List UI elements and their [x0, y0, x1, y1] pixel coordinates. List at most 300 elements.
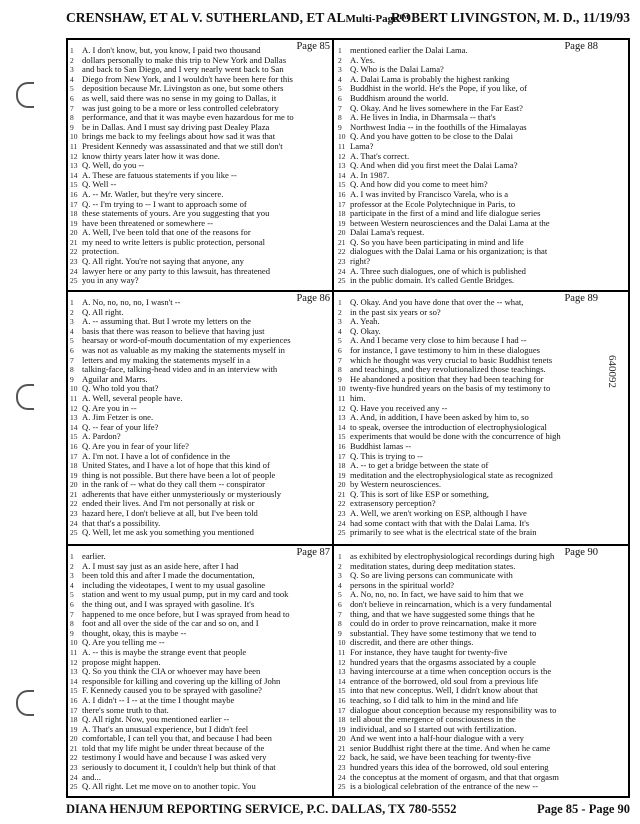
transcript-line [338, 763, 600, 773]
transcript-line [70, 84, 332, 94]
transcript-line [338, 686, 600, 696]
transcript-line [70, 423, 332, 433]
page-range: Page 85 - Page 90 [536, 802, 630, 816]
transcript-page [336, 40, 602, 293]
margin-handwritten-number: 640092 [606, 355, 618, 388]
line-number: 8 [338, 619, 342, 629]
line-text: station and went to my usual pump, put in my card and took [82, 590, 289, 600]
line-text: ended their lives. And I'm not personally at risk or [82, 499, 255, 509]
transcript-line [338, 104, 600, 114]
transcript-page [68, 546, 334, 799]
line-text: Q. This is sort of like ESP or something, [350, 489, 489, 499]
line-text: F. Kennedy caused you to be sprayed with gasoline? [82, 686, 262, 696]
line-number: 19 [70, 724, 78, 734]
line-text: Q. Okay. [350, 326, 381, 336]
transcript-line [70, 327, 332, 337]
transcript-line [338, 461, 600, 471]
transcript-line [70, 113, 332, 123]
transcript-line [70, 471, 332, 481]
line-number: 24 [338, 772, 346, 782]
transcript-line [70, 581, 332, 591]
transcript-line [338, 267, 600, 277]
line-text: A. In 1987. [350, 170, 390, 180]
line-text: Northwest India -- in the foothills of the Himalayas [350, 122, 527, 132]
line-number: 21 [338, 237, 346, 247]
line-text: had some contact with that with the Dalai Lama. It's [350, 518, 530, 528]
line-text: A. I was invited by Francisco Varela, who is a [350, 189, 509, 199]
line-number: 21 [70, 489, 78, 499]
line-text: individual, and so I started out with fertilization. [350, 724, 517, 734]
line-list [70, 552, 332, 792]
line-text: twenty-five hundred years on the basis of my testimony to [350, 384, 551, 394]
transcript-line [70, 619, 332, 629]
line-text: meditation states, during deep meditation states. [350, 561, 516, 571]
transcript-line [70, 104, 332, 114]
transcript-line [70, 228, 332, 238]
line-text: substantial. They have some testimony that we tend to [350, 628, 537, 638]
line-number: 12 [70, 657, 78, 667]
transcript-line [338, 509, 600, 519]
transcript-line [338, 619, 600, 629]
transcript-line [70, 442, 332, 452]
line-text: don't believe in reincarnation, which is a very fundamental [350, 599, 552, 609]
line-number: 21 [70, 743, 78, 753]
line-number: 2 [70, 55, 74, 65]
transcript-line [70, 638, 332, 648]
line-text: A. Yeah. [350, 317, 380, 327]
transcript-line [338, 562, 600, 572]
transcript-line [70, 413, 332, 423]
line-number: 7 [338, 609, 342, 619]
line-number: 11 [70, 141, 78, 151]
line-text: Q. All right. You're not saying that anyone, any [82, 257, 244, 267]
transcript-line [70, 171, 332, 181]
line-number: 6 [338, 345, 342, 355]
transcript-line [70, 773, 332, 783]
line-number: 7 [338, 103, 342, 113]
transcript-line [70, 452, 332, 462]
line-text: A. Dalai Lama is probably the highest ranking [350, 74, 510, 84]
line-text: been told this and after I made the documentation, [82, 571, 255, 581]
transcript-line [338, 394, 600, 404]
transcript-line [338, 247, 600, 257]
line-text: meditation and the electrophysiological state as recognized [350, 470, 553, 480]
line-number: 19 [338, 470, 346, 480]
line-number: 10 [338, 132, 346, 142]
line-text: President Kennedy was assassinated and that we still don't [82, 141, 283, 151]
line-number: 1 [338, 552, 342, 561]
transcript-line [338, 590, 600, 600]
transcript-line [70, 219, 332, 229]
line-text: dialogues with the Dalai Lama or his organization; is that [350, 247, 548, 257]
line-number: 17 [70, 451, 78, 461]
transcript-line [338, 384, 600, 394]
line-text: as exhibited by electrophysiological recordings during high [350, 552, 555, 561]
line-number: 17 [70, 199, 78, 209]
line-text: A. I'm not. I have a lot of confidence in the [82, 451, 231, 461]
transcript-line [70, 123, 332, 133]
transcript-line [338, 123, 600, 133]
line-text: Buddhist in the world. He's the Pope, if you like, of [350, 84, 527, 94]
line-number: 11 [338, 141, 346, 151]
page-header [66, 6, 630, 32]
line-text: Lama? [350, 141, 374, 151]
line-text: Q. All right. Let me move on to another topic. You [82, 782, 256, 792]
line-number: 19 [338, 218, 346, 228]
line-text: deposition because Mr. Livingston as one, but some others [82, 84, 284, 94]
line-list [70, 46, 332, 286]
line-text: A. -- assuming that. But I wrote my letters on the [82, 317, 251, 327]
line-list [338, 46, 600, 286]
line-text: adherents that have either unmysteriously or mysteriously [82, 489, 282, 499]
line-number: 1 [70, 298, 74, 307]
line-number: 18 [70, 461, 78, 471]
line-number: 16 [338, 189, 346, 199]
line-text: by Western neurosciences. [350, 480, 442, 490]
line-number: 5 [70, 336, 74, 346]
line-number: 8 [70, 365, 74, 375]
line-text: these statements of yours. Are you suggesting that you [82, 209, 270, 219]
transcript-line [338, 56, 600, 66]
line-number: 8 [338, 365, 342, 375]
line-number: 20 [338, 734, 346, 744]
line-text: testimony I would have and because I was asked very [82, 753, 267, 763]
line-text: experiments that would be done with the concurrence of high [350, 432, 561, 442]
line-number: 5 [338, 336, 342, 346]
line-text: discredit, and there are other things. [350, 638, 474, 648]
line-text: was not as valuable as my making the statements myself in [82, 345, 285, 355]
transcript-line [338, 706, 600, 716]
transcript-line [338, 480, 600, 490]
line-number: 3 [338, 317, 342, 327]
transcript-line [70, 46, 332, 56]
line-number: 2 [70, 307, 74, 317]
line-text: A. I don't know, but, you know, I paid two thousand [82, 46, 261, 55]
line-text: A. I didn't -- I -- at the time I thought maybe [82, 695, 235, 705]
transcript-line [338, 658, 600, 668]
line-number: 25 [338, 528, 346, 538]
line-number: 12 [338, 657, 346, 667]
transcript-line [338, 132, 600, 142]
transcript-line [338, 317, 600, 327]
line-number: 6 [70, 345, 74, 355]
line-number: 17 [338, 705, 346, 715]
transcript-line [338, 94, 600, 104]
reporter-name: DIANA HENJUM REPORTING SERVICE, P.C. DALLAS, TX 780-5552 [66, 802, 457, 816]
line-text: Diego from New York, and I wouldn't have been here for this [82, 74, 293, 84]
line-text: thing, and that we have suggested some things that he [350, 609, 535, 619]
transcript-line [338, 84, 600, 94]
line-text: A. I must say just as an aside here, after I had [82, 561, 239, 571]
page-number: Page 85 [296, 41, 330, 52]
page-number: Page 89 [564, 293, 598, 304]
line-number: 22 [338, 499, 346, 509]
line-number: 21 [338, 489, 346, 499]
line-number: 18 [70, 715, 78, 725]
line-number: 19 [338, 724, 346, 734]
line-text: Q. Okay. And you have done that over the -- what, [350, 298, 524, 307]
line-text: which he thought was very crucial to basic Buddhist tenets [350, 355, 553, 365]
line-text: participate in the first of a mind and life dialogue series [350, 209, 541, 219]
transcript-line [70, 490, 332, 500]
line-number: 23 [70, 763, 78, 773]
line-number: 14 [338, 676, 346, 686]
line-number: 24 [338, 518, 346, 528]
line-text: Q. Have you received any -- [350, 403, 448, 413]
line-number: 21 [70, 237, 78, 247]
line-text: entrance of the borrowed, old soul from a previous life [350, 676, 539, 686]
line-number: 16 [338, 695, 346, 705]
transcript-line [70, 686, 332, 696]
line-number: 22 [338, 753, 346, 763]
line-text: extrasensory perception? [350, 499, 436, 509]
transcript-line [70, 763, 332, 773]
transcript-line [338, 238, 600, 248]
line-number: 2 [338, 307, 342, 317]
transcript-line [338, 228, 600, 238]
line-number: 21 [338, 743, 346, 753]
transcript-line [70, 610, 332, 620]
line-text: Q. Are you telling me -- [82, 638, 165, 648]
line-number: 20 [338, 480, 346, 490]
transcript-line [338, 490, 600, 500]
transcript-line [338, 581, 600, 591]
line-number: 9 [70, 374, 74, 384]
transcript-line [70, 180, 332, 190]
line-number: 15 [338, 432, 346, 442]
line-text: the conceptus at the moment of orgasm, and that that orgasm [350, 772, 559, 782]
line-number: 3 [70, 317, 74, 327]
line-number: 3 [338, 571, 342, 581]
transcript-line [70, 432, 332, 442]
line-number: 18 [70, 209, 78, 219]
line-number: 13 [338, 161, 346, 171]
line-text: there's some truth to that. [82, 705, 169, 715]
line-text: Q. Are you in -- [82, 403, 137, 413]
line-number: 14 [338, 422, 346, 432]
line-list [338, 552, 600, 792]
transcript-line [338, 471, 600, 481]
line-text: told that my life might be under threat because of the [82, 743, 265, 753]
transcript-line [338, 715, 600, 725]
line-text: and teachings, and they revolutionalized those teachings. [350, 365, 546, 375]
transcript-line [70, 562, 332, 572]
line-text: happened to me once before, but I was sprayed from head to [82, 609, 290, 619]
transcript-line [70, 744, 332, 754]
line-text: A. Well, several people have. [82, 393, 183, 403]
line-number: 13 [70, 161, 78, 171]
line-number: 6 [70, 93, 74, 103]
line-text: for instance, I gave testimony to him in these dialogues [350, 345, 540, 355]
line-text: responsible for killing and covering up the killing of John [82, 676, 281, 686]
line-number: 16 [338, 441, 346, 451]
line-text: Q. And how did you come to meet him? [350, 180, 488, 190]
transcript-line [70, 571, 332, 581]
line-text: thought, okay, this is maybe -- [82, 628, 187, 638]
line-text: into that new conceptus. Well, I didn't know about that [350, 686, 538, 696]
line-text: hundred years this idea of the borrowed, old soul entering [350, 763, 549, 773]
line-text: A. And I became very close to him because I had -- [350, 336, 527, 346]
line-text: A. That's correct. [350, 151, 410, 161]
transcript-line [70, 706, 332, 716]
line-text: comfortable, I can tell you that, and because I had been [82, 734, 272, 744]
line-number: 20 [70, 734, 78, 744]
transcript-line [70, 238, 332, 248]
line-number: 7 [338, 355, 342, 365]
line-number: 16 [70, 695, 78, 705]
line-text: in the public domain. It's called Gentle Bridges. [350, 276, 515, 286]
line-text: thing is not possible. But there have been a lot of people [82, 470, 276, 480]
line-text: Dalai Lama's request. [350, 228, 425, 238]
line-text: Q. Well, let me ask you something you mentioned [82, 528, 254, 538]
transcript-line [338, 152, 600, 162]
line-text: tell about the emergence of consciousness in the [350, 715, 516, 725]
line-number: 15 [338, 686, 346, 696]
line-text: Q. -- I'm trying to -- I want to approach some of [82, 199, 247, 209]
transcript-line [70, 658, 332, 668]
line-number: 18 [338, 209, 346, 219]
line-number: 6 [70, 599, 74, 609]
multipage-mark: Multi-Page™ [345, 13, 410, 25]
line-number: 20 [70, 480, 78, 490]
line-text: And we went into a half-hour dialogue with a very [350, 734, 524, 744]
transcript-line [70, 200, 332, 210]
transcript-line [70, 394, 332, 404]
line-list [338, 298, 600, 538]
page-footer [66, 800, 630, 820]
line-number: 4 [70, 326, 74, 336]
line-number: 18 [338, 715, 346, 725]
line-text: dialogue about conception because my responsibility was to [350, 705, 557, 715]
line-number: 15 [70, 180, 78, 190]
transcript-line [70, 648, 332, 658]
line-text: Q. Okay. And he lives somewhere in the Far East? [350, 103, 523, 113]
transcript-line [70, 734, 332, 744]
line-text: talking-face, talking-head video and in an interview with [82, 365, 278, 375]
transcript-line [70, 75, 332, 85]
case-title-text: CRENSHAW, ET AL V. SUTHERLAND, ET AL [66, 10, 346, 25]
line-text: propose might happen. [82, 657, 161, 667]
line-number: 14 [70, 170, 78, 180]
transcript-line [70, 209, 332, 219]
line-number: 16 [70, 189, 78, 199]
transcript-line [338, 600, 600, 610]
line-text: United States, and I have a lot of hope that this kind of [82, 461, 270, 471]
line-text: A. That's an unusual experience, but I didn't feel [82, 724, 249, 734]
transcript-line [70, 600, 332, 610]
transcript-line [70, 404, 332, 414]
transcript-line [338, 629, 600, 639]
line-number: 25 [70, 782, 78, 792]
transcript-line [70, 384, 332, 394]
transcript-line [70, 161, 332, 171]
line-number: 7 [70, 609, 74, 619]
line-number: 7 [70, 355, 74, 365]
transcript-line [70, 317, 332, 327]
transcript-line [338, 404, 600, 414]
line-text: lawyer here or any party to this lawsuit, has threatened [82, 266, 271, 276]
line-text: having intercourse at a time when conception occurs is the [350, 667, 552, 677]
line-text: foot and all over the side of the car and so on, and I [82, 619, 259, 629]
transcript-line [338, 696, 600, 706]
transcript-line [338, 432, 600, 442]
line-number: 4 [338, 326, 342, 336]
line-text: Q. Who told you that? [82, 384, 159, 394]
binder-hole-bottom [16, 690, 34, 716]
transcript-line [338, 423, 600, 433]
line-number: 2 [70, 561, 74, 571]
transcript-line [338, 413, 600, 423]
line-number: 10 [338, 384, 346, 394]
page-number: Page 88 [564, 41, 598, 52]
line-number: 10 [70, 384, 78, 394]
line-number: 25 [70, 528, 78, 538]
line-number: 2 [338, 55, 342, 65]
line-text: between Western neurosciences and the Dalai Lama at the [350, 218, 550, 228]
line-text: A. These are fatuous statements if you like -- [82, 170, 237, 180]
line-number: 5 [70, 590, 74, 600]
line-number: 13 [338, 413, 346, 423]
line-text: that that's a possibility. [82, 518, 161, 528]
transcript-line [70, 499, 332, 509]
line-number: 24 [70, 772, 78, 782]
line-number: 8 [338, 113, 342, 123]
transcript-line [70, 375, 332, 385]
transcript-line [70, 677, 332, 687]
transcript-line [70, 715, 332, 725]
witness-date: ROBERT LIVINGSTON, M. D., 11/19/93 [390, 10, 630, 25]
line-text: A. -- this is maybe the strange event that people [82, 647, 247, 657]
transcript-line [70, 152, 332, 162]
line-text: back, he said, we have been teaching for twenty-five [350, 753, 531, 763]
line-number: 17 [70, 705, 78, 715]
transcript-line [338, 327, 600, 337]
line-text: know thirty years later how it was done. [82, 151, 220, 161]
line-text: professor at the Ecole Polytechnique in Paris, to [350, 199, 516, 209]
line-text: including the videotapes, I went to my usual gasoline [82, 580, 266, 590]
line-number: 13 [70, 413, 78, 423]
transcript-line [70, 725, 332, 735]
line-text: in the rank of -- what do they call them -- conspirator [82, 480, 266, 490]
transcript-line [70, 190, 332, 200]
transcript-page [68, 292, 334, 545]
transcript-line [338, 65, 600, 75]
line-text: For instance, they have taught for twenty-five [350, 647, 508, 657]
line-text: Q. This is trying to -- [350, 451, 423, 461]
transcript-page [336, 292, 602, 545]
line-text: and... [82, 772, 101, 782]
line-number: 12 [338, 151, 346, 161]
transcript-line [338, 734, 600, 744]
transcript-line [338, 209, 600, 219]
line-number: 22 [70, 247, 78, 257]
line-text: Q. All right. [82, 307, 124, 317]
line-number: 17 [338, 199, 346, 209]
transcript-line [70, 247, 332, 257]
line-text: protection. [82, 247, 119, 257]
line-number: 1 [70, 46, 74, 55]
transcript-line [338, 365, 600, 375]
line-number: 1 [338, 46, 342, 55]
transcript-line [338, 257, 600, 267]
line-number: 9 [338, 374, 342, 384]
transcript-line [70, 590, 332, 600]
line-number: 25 [338, 276, 346, 286]
line-text: Q. And you have gotten to be close to the Dalai [350, 132, 514, 142]
line-number: 20 [338, 228, 346, 238]
transcript-line [338, 113, 600, 123]
line-number: 5 [70, 84, 74, 94]
